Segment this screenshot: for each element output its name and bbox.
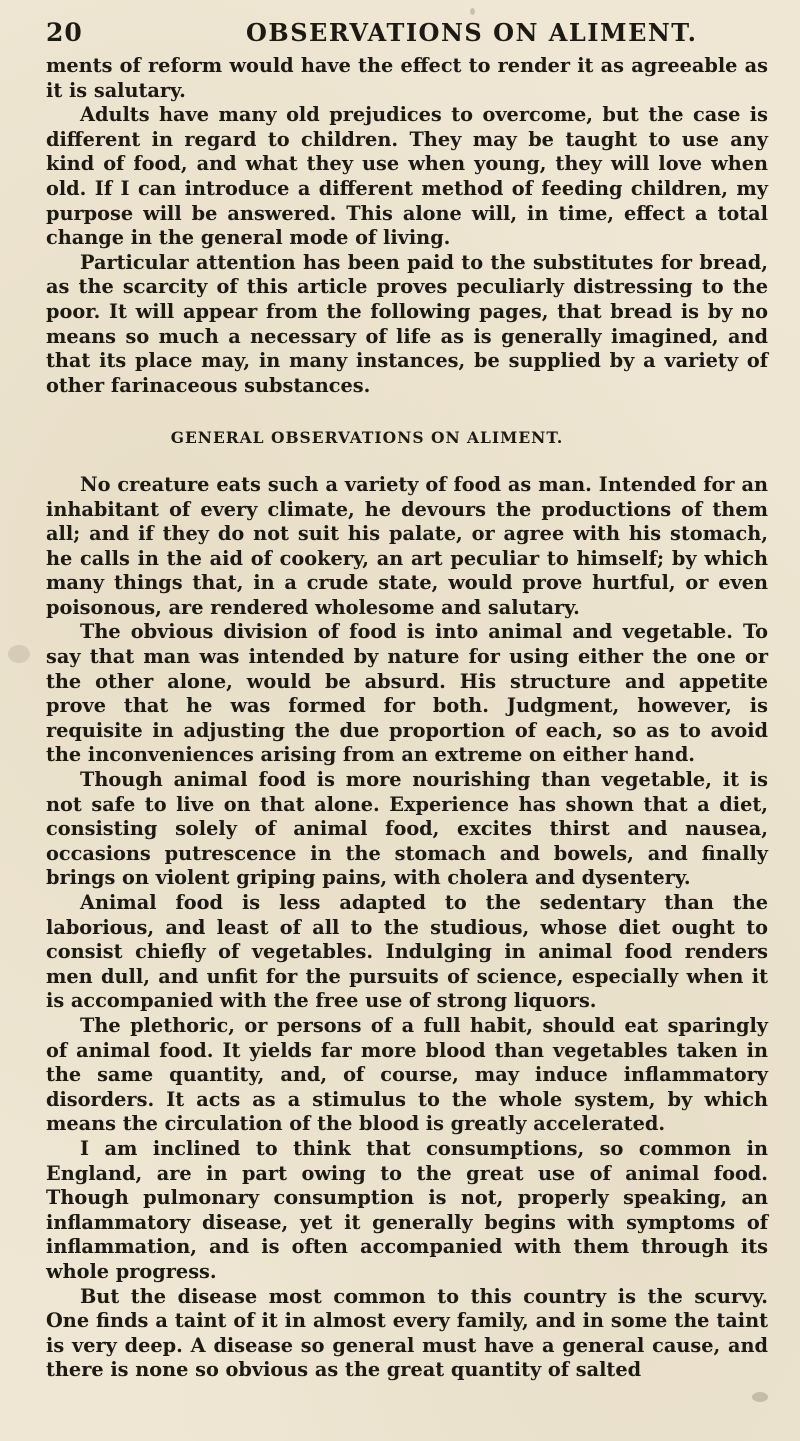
running-head [46, 10, 766, 50]
paragraph: The obvious division of food is into animal and vegetable. To say that man was intended by nature for using either the one or the other alone, would be absurd. His structure and appetite prove that he was formed for both. Judgment, however, is requisite in adjusting the due proportion of each, so as to avoid the inconveniences arising from an extreme on either hand. [46, 620, 768, 767]
section-heading: GENERAL OBSERVATIONS ON ALIMENT. [170, 428, 564, 448]
paragraph: Adults have many old prejudices to overcome, but the case is different in regard to children. They may be taught to use any kind of food, and what they use when young, they will love when old. If I can introduce a different method of feeding children, my purpose will be answered. This alone will, in time, effect a total change in the general mode of living. [46, 103, 768, 250]
running-title: OBSERVATIONS ON ALIMENT. [246, 18, 698, 47]
paragraph: Animal food is less adapted to the sedentary than the laborious, and least of all to the studious, whose diet ought to consist chiefly of vegetables. Indulging in animal food renders men dull, and unfit for the pursuits of science, especially when it is accompanied with the free use of strong liquors. [46, 891, 768, 1013]
page-number: 20 [46, 18, 83, 47]
paragraph: The plethoric, or persons of a full habit, should eat sparingly of animal food. It yields far more blood than vegetables taken in the same quantity, and, of course, may induce inflammatory disorders. It acts as a stimulus to the whole system, by which means the circulation of the blood is greatly accelerated. [46, 1013, 768, 1136]
paragraph: Particular attention has been paid to the substitutes for bread, as the scarcity of this article proves peculiarly distressing to the poor. It will appear from the following pages, that bread is by no means so much a necessary of life as is generally imagined, and that its place may, in many instances, be supplied by a variety of other farinaceous substances. [46, 250, 768, 397]
paragraph: ments of reform would have the effect to render it as agreeable as it is salutary. [46, 54, 768, 102]
paper-stain [8, 645, 30, 663]
paragraph: But the disease most common to this country is the scurvy. One finds a taint of it in almost every family, and in some the taint is very deep. A disease so general must have a general cause, and there is none so obvious as the great quantity of salted [46, 1284, 768, 1382]
paragraph: No creature eats such a variety of food as man. Intended for an inhabitant of every climate, he devours the productions of them all; and if they do not suit his palate, or agree with his stomach, he calls in the aid of cookery, an art peculiar to himself; by which many things that, in a crude state, would prove hurtful, or even poisonous, are rendered wholesome and salutary. [46, 472, 768, 619]
paper-speck [752, 1392, 768, 1402]
paragraph: Though animal food is more nourishing than vegetable, it is not safe to live on that alone. Experience has shown that a diet, consisting solely of animal food, excites thirst and nausea, occasions putrescence in the stomach and bowels, and finally brings on violent griping pains, with cholera and dysentery. [46, 768, 768, 890]
body-text [46, 54, 768, 1383]
paper-speck [470, 8, 475, 15]
paragraph: I am inclined to think that consumptions, so common in England, are in part owing to the great use of animal food. Though pulmonary consumption is not, properly speaking, an inflammatory disease, yet it generally begins with symptoms of inflammation, and is often accompanied with them through its whole progress. [46, 1136, 768, 1283]
